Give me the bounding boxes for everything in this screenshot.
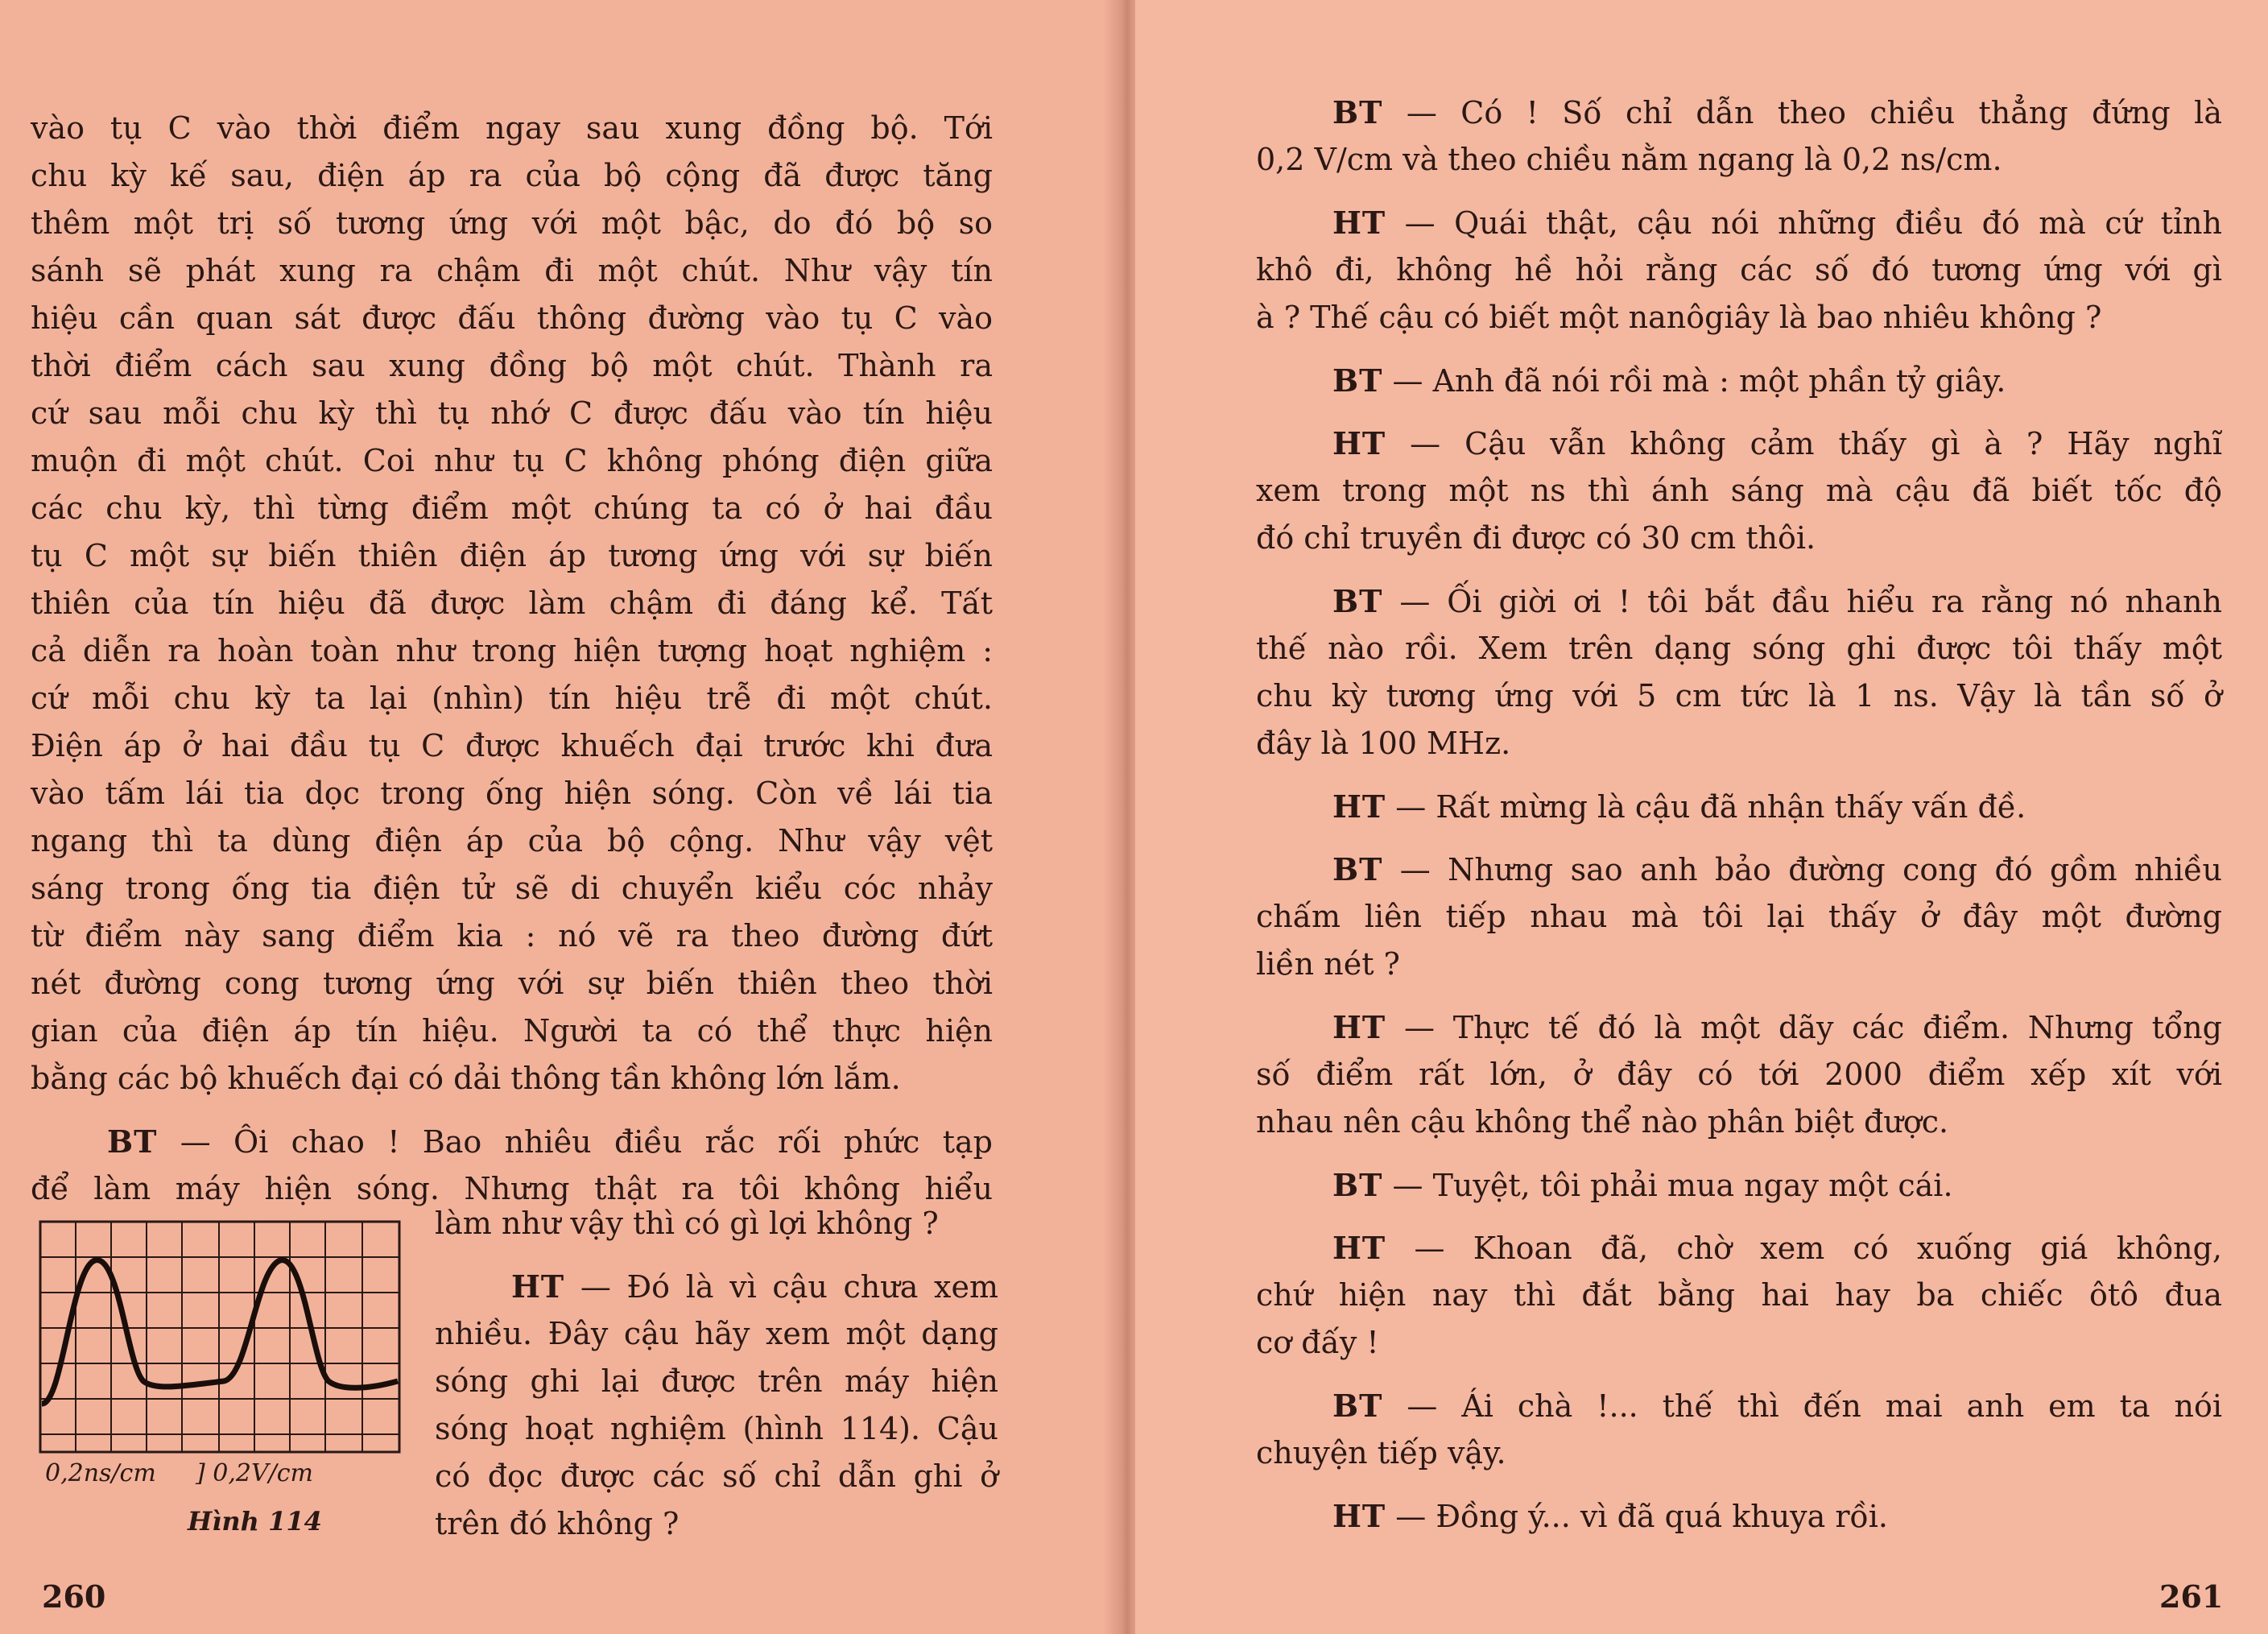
- dialog-text: — Có ! Số chỉ dẫn theo chiều thẳng đứng là: [1406, 95, 2222, 130]
- text-line: sáng trong ống tia điện tử sẽ di chuyển kiểu cóc nhảy: [31, 871, 993, 906]
- text-line: [1256, 577, 2222, 625]
- left-paragraph-bt: [31, 1118, 993, 1213]
- left-page: [0, 0, 1119, 1634]
- speaker-label: HT: [1332, 1009, 1386, 1045]
- text-line: [1256, 846, 2222, 893]
- text-line: 0,2 V/cm và theo chiều nằm ngang là 0,2 ns/cm.: [1256, 142, 2002, 177]
- dialog-text: — Khoan đã, chờ xem có xuống giá không,: [1414, 1231, 2222, 1266]
- text-line: [31, 1118, 993, 1165]
- oscilloscope-figure: [39, 1220, 401, 1537]
- text-line: chu kỳ tương ứng với 5 cm tức là 1 ns. Vậy là tần số ở: [1256, 678, 2222, 714]
- speaker-label: BT: [1332, 1388, 1383, 1424]
- scale-y-value: 0,2V/cm: [213, 1459, 313, 1487]
- dialog-paragraph: [1256, 846, 2222, 988]
- text-line: muộn đi một chút. Coi như tụ C không phóng điện giữa: [31, 443, 993, 478]
- text-line: [1256, 783, 2222, 830]
- text-line: sánh sẽ phát xung ra chậm đi một chút. Như vậy tín: [31, 253, 993, 288]
- text-line: sóng hoạt nghiệm (hình 114). Cậu: [435, 1411, 998, 1446]
- text-line: nhiều. Đây cậu hãy xem một dạng: [435, 1316, 998, 1351]
- text-line: vào tụ C vào thời điểm ngay sau xung đồng bộ. Tới: [31, 110, 993, 146]
- dialog-text: — Nhưng sao anh bảo đường cong đó gồm nhiều: [1399, 852, 2222, 887]
- speaker-label: HT: [1332, 1230, 1386, 1266]
- text-line: chuyện tiếp vậy.: [1256, 1435, 1506, 1471]
- right-body-text: [1256, 89, 2222, 1555]
- dialog-text: — Ái chà !... thế thì đến mai anh em ta nói: [1407, 1388, 2222, 1424]
- dialog-paragraph: [1256, 199, 2222, 341]
- dialog-text: — Anh đã nói rồi mà : một phần tỷ giây.: [1392, 363, 2006, 399]
- text-line: đây là 100 MHz.: [1256, 726, 1511, 761]
- speaker-label: BT: [1332, 94, 1383, 130]
- dialog-text: — Cậu vẫn không cảm thấy gì à ? Hãy nghĩ: [1410, 426, 2222, 461]
- dialog-paragraph: [1256, 1382, 2222, 1477]
- text-line: [1256, 1492, 2222, 1540]
- text-line: [1256, 1224, 2222, 1272]
- dialog-text: — Đồng ý... vì đã quá khuya rồi.: [1395, 1499, 1889, 1534]
- speaker-label: HT: [1332, 205, 1386, 241]
- dialog-text: — Rất mừng là cậu đã nhận thấy vấn đề.: [1395, 789, 2026, 825]
- text-line: các chu kỳ, thì từng điểm một chúng ta có ở hai đầu: [31, 490, 993, 526]
- text-line: chứ hiện nay thì đắt bằng hai hay ba chiếc ôtô đua: [1256, 1277, 2222, 1313]
- speaker-label: BT: [1332, 362, 1383, 399]
- speaker-label: BT: [1332, 583, 1383, 619]
- text-line: [1256, 1161, 2222, 1209]
- text-line: ngang thì ta dùng điện áp của bộ cộng. Như vậy vệt: [31, 823, 993, 858]
- text-line: [1256, 199, 2222, 246]
- text-line: sóng ghi lại được trên máy hiện: [435, 1363, 998, 1399]
- text-line: chu kỳ kế sau, điện áp ra của bộ cộng đã được tăng: [31, 158, 993, 193]
- left-body-text: [31, 105, 993, 1213]
- left-side-text: [435, 1200, 998, 1548]
- text-line: nhau nên cậu không thể nào phân biệt được.: [1256, 1104, 1949, 1140]
- speaker-label: HT: [1332, 788, 1386, 825]
- text-line: nét đường cong tương ứng với sự biến thiên theo thời: [31, 966, 993, 1001]
- text-line: Điện áp ở hai đầu tụ C được khuếch đại trước khi đưa: [31, 728, 993, 763]
- speaker-label: HT: [511, 1268, 565, 1305]
- text-line: [1256, 89, 2222, 136]
- figure-caption: Hình 114: [188, 1506, 322, 1537]
- oscilloscope-grid: [39, 1220, 401, 1454]
- text-line: [435, 1263, 998, 1310]
- text-line: đó chỉ truyền đi được có 30 cm thôi.: [1256, 520, 1816, 556]
- dialog-paragraph: [1256, 357, 2222, 404]
- text-line: [1256, 420, 2222, 467]
- text-line: khô đi, không hề hỏi rằng các số đó tương ứng với gì: [1256, 252, 2222, 288]
- dialog-paragraph: [1256, 1492, 2222, 1540]
- text-line: chấm liên tiếp nhau mà tôi lại thấy ở đây một đường: [1256, 899, 2222, 934]
- text-line: gian của điện áp tín hiệu. Người ta có thể thực hiện: [31, 1013, 993, 1049]
- text-line: tụ C một sự biến thiên điện áp tương ứng với sự biến: [31, 538, 993, 573]
- text-line: thế nào rồi. Xem trên dạng sóng ghi được tôi thấy một: [1256, 631, 2222, 666]
- text-line: [1256, 357, 2222, 404]
- text-line: trên đó không ?: [435, 1506, 680, 1541]
- page-number-right: 261: [2159, 1578, 2224, 1615]
- text-line: xem trong một ns thì ánh sáng mà cậu đã biết tốc độ: [1256, 473, 2222, 508]
- dialog-paragraph: [1256, 420, 2222, 562]
- text-line: để làm máy hiện sóng. Nhưng thật ra tôi không hiểu: [31, 1171, 993, 1206]
- dialog-paragraph: [1256, 577, 2222, 767]
- text-line: cả diễn ra hoàn toàn như trong hiện tượng hoạt nghiệm :: [31, 633, 993, 668]
- right-page: [1135, 0, 2268, 1634]
- text-line: bằng các bộ khuếch đại có dải thông tần không lớn lắm.: [31, 1061, 901, 1096]
- text-line: vào tấm lái tia dọc trong ống hiện sóng. Còn về lái tia: [31, 776, 993, 811]
- dialog-text: — Tuyệt, tôi phải mua ngay một cái.: [1392, 1168, 1953, 1203]
- scale-y-label: ] 0,2V/cm: [196, 1459, 313, 1487]
- dialog-text: — Ối giời ơi ! tôi bắt đầu hiểu ra rằng nó nhanh: [1399, 584, 2222, 619]
- dialog-text: — Thực tế đó là một dãy các điểm. Nhưng tổng: [1403, 1010, 2222, 1045]
- text-line: cứ sau mỗi chu kỳ thì tụ nhớ C được đấu vào tín hiệu: [31, 395, 993, 431]
- text-line: làm như vậy thì có gì lợi không ?: [435, 1206, 939, 1241]
- text-line: [1256, 1003, 2222, 1051]
- text-line: thời điểm cách sau xung đồng bộ một chút. Thành ra: [31, 348, 993, 383]
- speaker-label: BT: [1332, 1167, 1383, 1203]
- dialog-paragraph: [1256, 1224, 2222, 1367]
- text-line: liền nét ?: [1256, 946, 1400, 982]
- text-line: thêm một trị số tương ứng với một bậc, do đó bộ so: [31, 205, 993, 241]
- text-line: từ điểm này sang điểm kia : nó vẽ ra theo đường đứt: [31, 918, 993, 954]
- text-line: hiệu cần quan sát được đấu thông đường vào tụ C vào: [31, 300, 993, 336]
- speaker-label: BT: [1332, 851, 1383, 887]
- dialog-paragraph: [1256, 89, 2222, 184]
- dialog-paragraph: [1256, 1003, 2222, 1146]
- page-number-left: 260: [42, 1578, 106, 1615]
- text-line: [1256, 1382, 2222, 1429]
- dialog-paragraph: [1256, 1161, 2222, 1209]
- text-line: số điểm rất lớn, ở đây có tới 2000 điểm xếp xít với: [1256, 1057, 2222, 1092]
- dialog-text: — Ôi chao ! Bao nhiêu điều rắc rối phức tạp: [180, 1124, 993, 1160]
- speaker-label: HT: [1332, 1498, 1386, 1534]
- text-line: à ? Thế cậu có biết một nanôgiây là bao nhiêu không ?: [1256, 300, 2102, 335]
- dialog-paragraph: [1256, 783, 2222, 830]
- speaker-label: BT: [107, 1123, 158, 1160]
- left-paragraph-1: [31, 105, 993, 1102]
- speaker-label: HT: [1332, 425, 1386, 461]
- dialog-text: — Quái thật, cậu nói những điều đó mà cứ tỉnh: [1404, 205, 2222, 241]
- text-line: cứ mỗi chu kỳ ta lại (nhìn) tín hiệu trễ đi một chút.: [31, 680, 993, 716]
- text-line: cơ đấy !: [1256, 1325, 1379, 1360]
- scale-x-label: 0,2ns/cm: [45, 1459, 156, 1487]
- text-line: thiên của tín hiệu đã được làm chậm đi đáng kể. Tất: [31, 585, 993, 621]
- text-line: có đọc được các số chỉ dẫn ghi ở: [435, 1458, 998, 1494]
- dialog-text: — Đó là vì cậu chưa xem: [580, 1269, 998, 1305]
